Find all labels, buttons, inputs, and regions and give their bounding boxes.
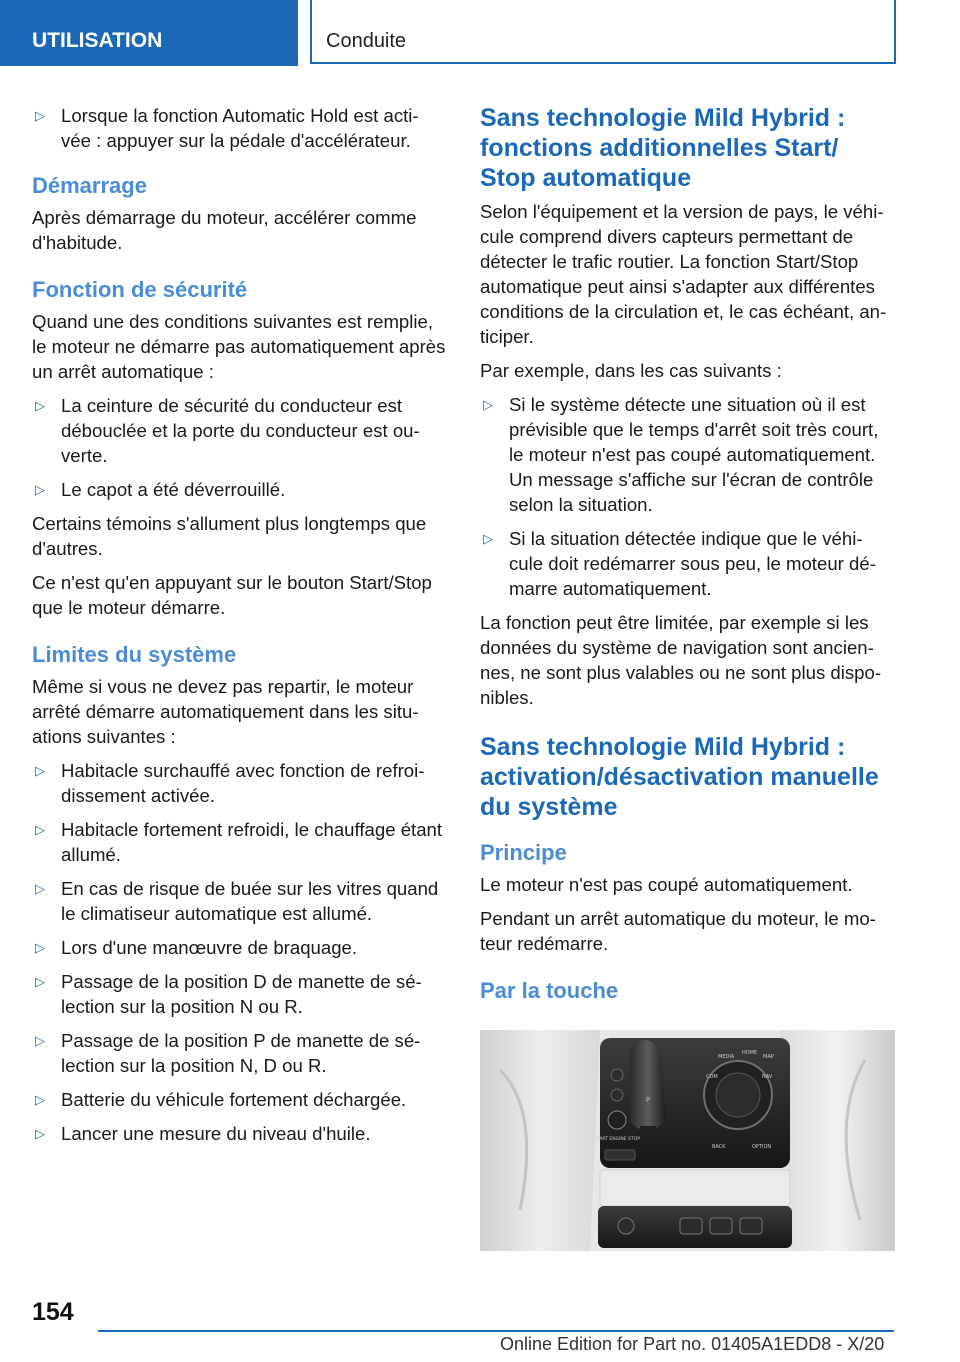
list-item: ▷ Batterie du véhicule fortement déchargée.	[35, 1089, 407, 1110]
list-item: ▷ Lorsque la fonction Automatic Hold est acti- vée : appuyer sur la pédale d'accélérateur.	[35, 105, 419, 151]
footer-divider	[98, 1330, 894, 1332]
center-console-photo	[480, 1030, 895, 1251]
home-label: HOME	[742, 1050, 758, 1056]
triangle-bullet-icon: ▷	[35, 108, 45, 123]
section-tab: UTILISATION	[0, 0, 298, 66]
list-item: ▷ Si le système détecte une situation où il est prévisible que le temps d'arrêt soit très court, le moteur n'est pas coupé automatiquement. Un message s'affiche sur l'écran de contrôle selon la situation.	[483, 394, 879, 515]
triangle-bullet-icon: ▷	[35, 881, 45, 896]
paragraph: Par exemple, dans les cas suivants :	[480, 360, 782, 381]
edition-note: Online Edition for Part no. 01405A1EDD8 - X/20	[500, 1334, 885, 1354]
list-item: ▷ Le capot a été déverrouillé.	[35, 479, 286, 500]
list-item: ▷ Passage de la position D de manette de sé- lection sur la position N ou R.	[35, 971, 422, 1017]
map-label: MAP	[763, 1054, 774, 1060]
paragraph: Ce n'est qu'en appuyant sur le bouton Start/Stop que le moteur démarre.	[32, 572, 432, 618]
start-stop-label: START ENGINE STOP	[594, 1137, 640, 1142]
triangle-bullet-icon: ▷	[483, 531, 493, 546]
triangle-bullet-icon: ▷	[35, 940, 45, 955]
triangle-bullet-icon: ▷	[35, 1092, 45, 1107]
heading-manual-activation: Sans technologie Mild Hybrid : activation/désactivation manuelle du système	[480, 733, 879, 821]
triangle-bullet-icon: ▷	[35, 822, 45, 837]
paragraph: Même si vous ne devez pas repartir, le moteur arrêté démarre automatiquement dans les situ- ations suivantes :	[32, 676, 419, 747]
paragraph: Selon l'équipement et la version de pays, le véhi- cule comprend divers capteurs permettant de détecter le trafic routier. La fonction Start/Stop automatique peut ainsi s'adapter aux différentes conditions de la circulation et, le cas échéant, an- ticiper.	[480, 201, 887, 347]
paragraph: Quand une des conditions suivantes est remplie, le moteur ne démarre pas automatiquement après un arrêt automatique :	[32, 311, 446, 382]
list-item: ▷ Lancer une mesure du niveau d'huile.	[35, 1123, 371, 1144]
list-item: ▷ Habitacle fortement refroidi, le chauffage étant allumé.	[35, 819, 443, 865]
list-item: ▷ En cas de risque de buée sur les vitres quand le climatiseur automatique est allumé.	[35, 878, 439, 924]
left-column	[32, 103, 450, 1155]
heading-limites: Limites du système	[32, 642, 237, 667]
triangle-bullet-icon: ▷	[35, 398, 45, 413]
heading-securite: Fonction de sécurité	[32, 277, 248, 302]
chapter-tab: Conduite	[310, 0, 896, 64]
list-item: ▷ Si la situation détectée indique que le véhi- cule doit redémarrer sous peu, le moteur dé- marre automatiquement.	[483, 528, 876, 599]
media-label: MEDIA	[718, 1054, 735, 1060]
nav-label: NAV	[762, 1074, 773, 1080]
paragraph: Pendant un arrêt automatique du moteur, le mo- teur redémarre.	[480, 908, 876, 954]
page-number: 154	[32, 1298, 74, 1326]
paragraph: Après démarrage du moteur, accélérer comme d'habitude.	[32, 207, 417, 253]
list-item: ▷ Passage de la position P de manette de sé- lection sur la position N, D ou R.	[35, 1030, 421, 1076]
triangle-bullet-icon: ▷	[35, 763, 45, 778]
triangle-bullet-icon: ▷	[35, 482, 45, 497]
com-label: COM	[706, 1074, 718, 1080]
paragraph: La fonction peut être limitée, par exemple si les données du système de navigation sont ancien- nes, ne sont plus valables ou ne sont plus dispo- nibles.	[480, 612, 882, 708]
list-item: ▷ Habitacle surchauffé avec fonction de refroi- dissement activée.	[35, 760, 425, 806]
limites-list	[32, 758, 450, 1146]
triangle-bullet-icon: ▷	[483, 397, 493, 412]
triangle-bullet-icon: ▷	[35, 1126, 45, 1141]
gear-label: P	[645, 1096, 651, 1104]
heading-principe: Principe	[480, 840, 567, 865]
cases-list	[480, 392, 898, 601]
intro-list	[32, 103, 450, 153]
list-item: ▷ La ceinture de sécurité du conducteur est débouclée et la porte du conducteur est ou- verte.	[35, 395, 420, 466]
triangle-bullet-icon: ▷	[35, 1033, 45, 1048]
list-item: ▷ Lors d'une manœuvre de braquage.	[35, 937, 358, 958]
heading-start-stop-functions: Sans technologie Mild Hybrid : fonctions additionnelles Start/ Stop automatique	[480, 104, 846, 192]
option-label: OPTION	[752, 1144, 772, 1150]
paragraph: Le moteur n'est pas coupé automatiquement.	[480, 874, 853, 895]
center-console-illustration	[480, 1030, 895, 1251]
right-column	[480, 103, 898, 1010]
page-header	[0, 0, 960, 66]
securite-list	[32, 393, 450, 502]
heading-demarrage: Démarrage	[32, 173, 147, 198]
heading-par-la-touche: Par la touche	[480, 978, 619, 1003]
triangle-bullet-icon: ▷	[35, 974, 45, 989]
back-label: BACK	[712, 1144, 726, 1150]
paragraph: Certains témoins s'allument plus longtemps que d'autres.	[32, 513, 427, 559]
